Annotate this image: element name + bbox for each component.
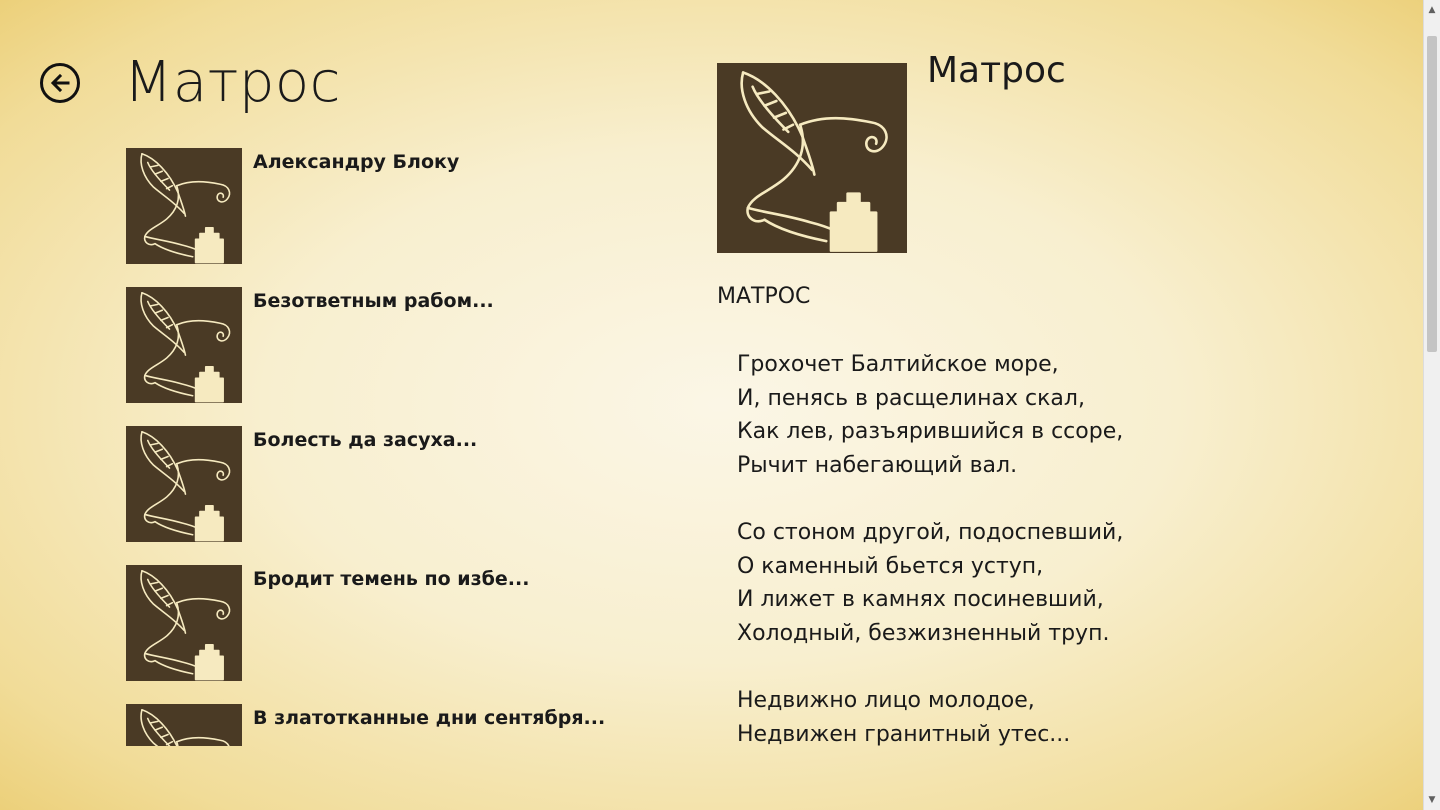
list-item[interactable] bbox=[126, 426, 646, 542]
poem-line: И, пенясь в расщелинах скал, bbox=[737, 385, 1085, 411]
quill-scroll-icon bbox=[126, 148, 242, 264]
list-item-title: Болесть да засуха... bbox=[253, 429, 478, 451]
scrollbar-thumb[interactable] bbox=[1427, 36, 1437, 352]
list-item[interactable] bbox=[126, 565, 646, 681]
vertical-scrollbar[interactable] bbox=[1423, 0, 1440, 810]
quill-scroll-icon bbox=[126, 565, 242, 681]
scroll-up-arrow-icon[interactable]: ▲ bbox=[1428, 5, 1436, 15]
detail-title: Матрос bbox=[927, 50, 1066, 91]
poem-line: Недвижно лицо молодое, bbox=[737, 687, 1035, 713]
poem-line: Грохочет Балтийское море, bbox=[737, 352, 1059, 377]
poem-line: Холодный, безжизненный труп. bbox=[737, 620, 1110, 646]
poem-text bbox=[737, 348, 1377, 785]
quill-scroll-icon bbox=[717, 63, 907, 253]
back-arrow-icon bbox=[48, 71, 72, 95]
poem-line: Как лев, разъярившийся в ссоре, bbox=[737, 419, 1124, 445]
scroll-down-arrow-icon[interactable]: ▼ bbox=[1428, 795, 1436, 805]
poem-stanza bbox=[737, 516, 1377, 650]
list-item[interactable] bbox=[126, 148, 646, 264]
poem-line: Недвижен гранитный утес... bbox=[737, 721, 1071, 747]
poem-stanza bbox=[737, 348, 1377, 482]
list-item-title: В златотканные дни сентября... bbox=[253, 707, 606, 729]
quill-scroll-icon bbox=[126, 704, 242, 746]
poem-list[interactable] bbox=[126, 148, 646, 746]
poem-stanza bbox=[737, 684, 1377, 751]
poem-line: Рычит набегающий вал. bbox=[737, 452, 1018, 478]
poem-line: О каменный бьется уступ, bbox=[737, 553, 1044, 579]
list-item-title: Бродит темень по избе... bbox=[253, 568, 530, 590]
back-button[interactable] bbox=[40, 63, 80, 103]
list-item[interactable] bbox=[126, 287, 646, 403]
poem-heading: МАТРОС bbox=[717, 284, 811, 309]
list-item[interactable] bbox=[126, 704, 646, 746]
page-title: Матрос bbox=[124, 50, 341, 115]
list-item-title: Александру Блоку bbox=[253, 151, 460, 173]
quill-scroll-icon bbox=[126, 287, 242, 403]
quill-scroll-icon bbox=[126, 426, 242, 542]
poem-line: И лижет в камнях посиневший, bbox=[737, 587, 1104, 613]
poem-line: Со стоном другой, подоспевший, bbox=[737, 519, 1124, 545]
list-item-title: Безответным рабом... bbox=[253, 290, 494, 312]
